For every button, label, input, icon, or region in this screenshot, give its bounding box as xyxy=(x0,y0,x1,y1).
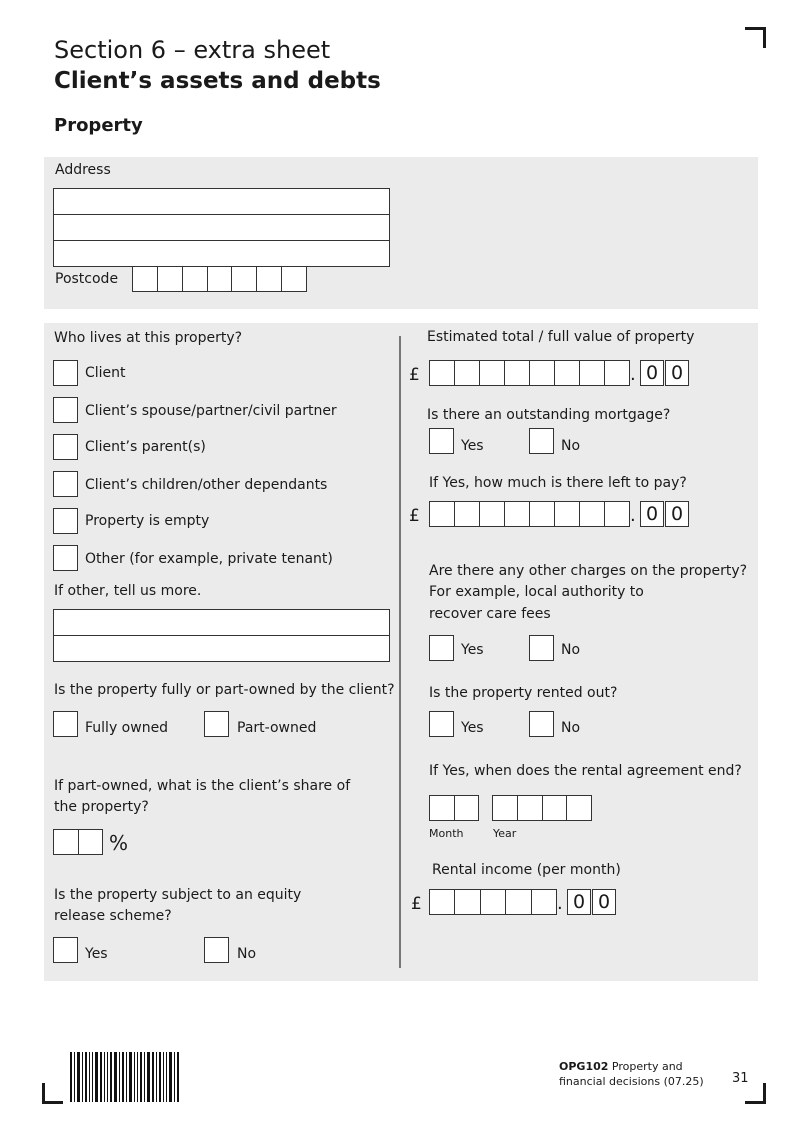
charges-no-label: No xyxy=(561,642,581,658)
charges-question-line-1: Are there any other charges on the property? xyxy=(429,563,748,579)
fully-owned-label: Fully owned xyxy=(85,720,169,736)
mortgage-no-checkbox[interactable] xyxy=(529,428,554,454)
rented-question: Is the property rented out? xyxy=(429,685,618,701)
rented-no-checkbox[interactable] xyxy=(529,711,554,737)
occupant-client-label: Client xyxy=(85,365,126,381)
part-owned-checkbox[interactable] xyxy=(204,711,229,737)
page-number: 31 xyxy=(732,1071,749,1086)
property-value-input[interactable] xyxy=(429,360,630,386)
other-details-line-2[interactable] xyxy=(53,635,390,662)
occupant-other-checkbox[interactable] xyxy=(53,545,78,571)
charges-no-checkbox[interactable] xyxy=(529,635,554,661)
share-question-line-2: the property? xyxy=(54,799,149,815)
equity-question-line-1: Is the property subject to an equity xyxy=(54,887,302,903)
form-code: OPG102 xyxy=(559,1060,609,1073)
occupant-spouse-checkbox[interactable] xyxy=(53,397,78,423)
part-owned-label: Part-owned xyxy=(237,720,317,736)
rental-income-input[interactable] xyxy=(429,889,557,915)
form-title-part1: Property and xyxy=(611,1060,683,1073)
address-label: Address xyxy=(55,162,111,178)
occupant-children-label: Client’s children/other dependants xyxy=(85,477,328,493)
share-question-line-1: If part-owned, what is the client’s share of xyxy=(54,778,351,794)
mortgage-pence-digit-1: 0 xyxy=(640,501,664,527)
corner-mark-bottom-right xyxy=(745,1083,766,1104)
rental-pence-digit-2: 0 xyxy=(592,889,616,915)
equity-yes-label: Yes xyxy=(85,946,108,962)
page-title: Client’s assets and debts xyxy=(54,68,381,94)
rental-end-year-input[interactable] xyxy=(492,795,592,821)
corner-mark-top-right xyxy=(745,27,766,48)
subsection-title: Property xyxy=(54,115,143,136)
other-details-line-1[interactable] xyxy=(53,609,390,636)
rental-decimal-point: . xyxy=(557,893,563,914)
occupant-client-checkbox[interactable] xyxy=(53,360,78,386)
rented-yes-label: Yes xyxy=(461,720,484,736)
who-lives-question: Who lives at this property? xyxy=(54,330,243,346)
mortgage-currency-sign: £ xyxy=(409,506,420,526)
section-heading: Section 6 – extra sheet xyxy=(54,36,331,64)
charges-question-line-3: recover care fees xyxy=(429,606,551,622)
occupant-spouse-label: Client’s spouse/partner/civil partner xyxy=(85,403,337,419)
rental-end-month-input[interactable] xyxy=(429,795,479,821)
mortgage-pence-digit-2: 0 xyxy=(665,501,689,527)
mortgage-no-label: No xyxy=(561,438,581,454)
postcode-input[interactable] xyxy=(132,266,307,292)
address-line-2[interactable] xyxy=(53,214,390,241)
occupant-children-checkbox[interactable] xyxy=(53,471,78,497)
charges-yes-label: Yes xyxy=(461,642,484,658)
fully-owned-checkbox[interactable] xyxy=(53,711,78,737)
mortgage-decimal-point: . xyxy=(630,505,636,526)
mortgage-yes-label: Yes xyxy=(461,438,484,454)
occupant-other-label: Other (for example, private tenant) xyxy=(85,551,333,567)
occupant-parents-label: Client’s parent(s) xyxy=(85,439,206,455)
equity-no-label: No xyxy=(237,946,257,962)
occupant-parents-checkbox[interactable] xyxy=(53,434,78,460)
percent-sign: % xyxy=(109,831,129,855)
corner-mark-bottom-left xyxy=(42,1083,63,1104)
barcode xyxy=(70,1052,200,1102)
rental-pence-digit-1: 0 xyxy=(567,889,591,915)
share-percent-input[interactable] xyxy=(53,829,103,855)
charges-question-line-2: For example, local authority to xyxy=(429,584,644,600)
occupant-empty-label: Property is empty xyxy=(85,513,210,529)
occupant-empty-checkbox[interactable] xyxy=(53,508,78,534)
value-pence-digit-2: 0 xyxy=(665,360,689,386)
value-decimal-point: . xyxy=(630,364,636,385)
form-reference xyxy=(559,1059,704,1089)
rented-yes-checkbox[interactable] xyxy=(429,711,454,737)
mortgage-remaining-input[interactable] xyxy=(429,501,630,527)
property-value-question: Estimated total / full value of property xyxy=(427,329,695,345)
rental-currency-sign: £ xyxy=(411,894,422,914)
equity-yes-checkbox[interactable] xyxy=(53,937,78,963)
ownership-question: Is the property fully or part-owned by the client? xyxy=(54,682,395,698)
postcode-label: Postcode xyxy=(55,271,119,287)
form-title-part2: financial decisions (07.25) xyxy=(559,1075,704,1088)
mortgage-question: Is there an outstanding mortgage? xyxy=(427,407,671,423)
other-details-prompt: If other, tell us more. xyxy=(54,583,202,599)
charges-yes-checkbox[interactable] xyxy=(429,635,454,661)
equity-no-checkbox[interactable] xyxy=(204,937,229,963)
left-to-pay-question: If Yes, how much is there left to pay? xyxy=(429,475,687,491)
value-pence-digit-1: 0 xyxy=(640,360,664,386)
value-currency-sign: £ xyxy=(409,365,420,385)
rented-no-label: No xyxy=(561,720,581,736)
rental-end-question: If Yes, when does the rental agreement end? xyxy=(429,763,742,779)
mortgage-yes-checkbox[interactable] xyxy=(429,428,454,454)
equity-question-line-2: release scheme? xyxy=(54,908,172,924)
rental-income-question: Rental income (per month) xyxy=(432,862,621,878)
year-label: Year xyxy=(493,827,517,840)
address-line-1[interactable] xyxy=(53,188,390,215)
month-label: Month xyxy=(429,827,464,840)
column-divider xyxy=(399,336,401,968)
address-line-3[interactable] xyxy=(53,240,390,267)
